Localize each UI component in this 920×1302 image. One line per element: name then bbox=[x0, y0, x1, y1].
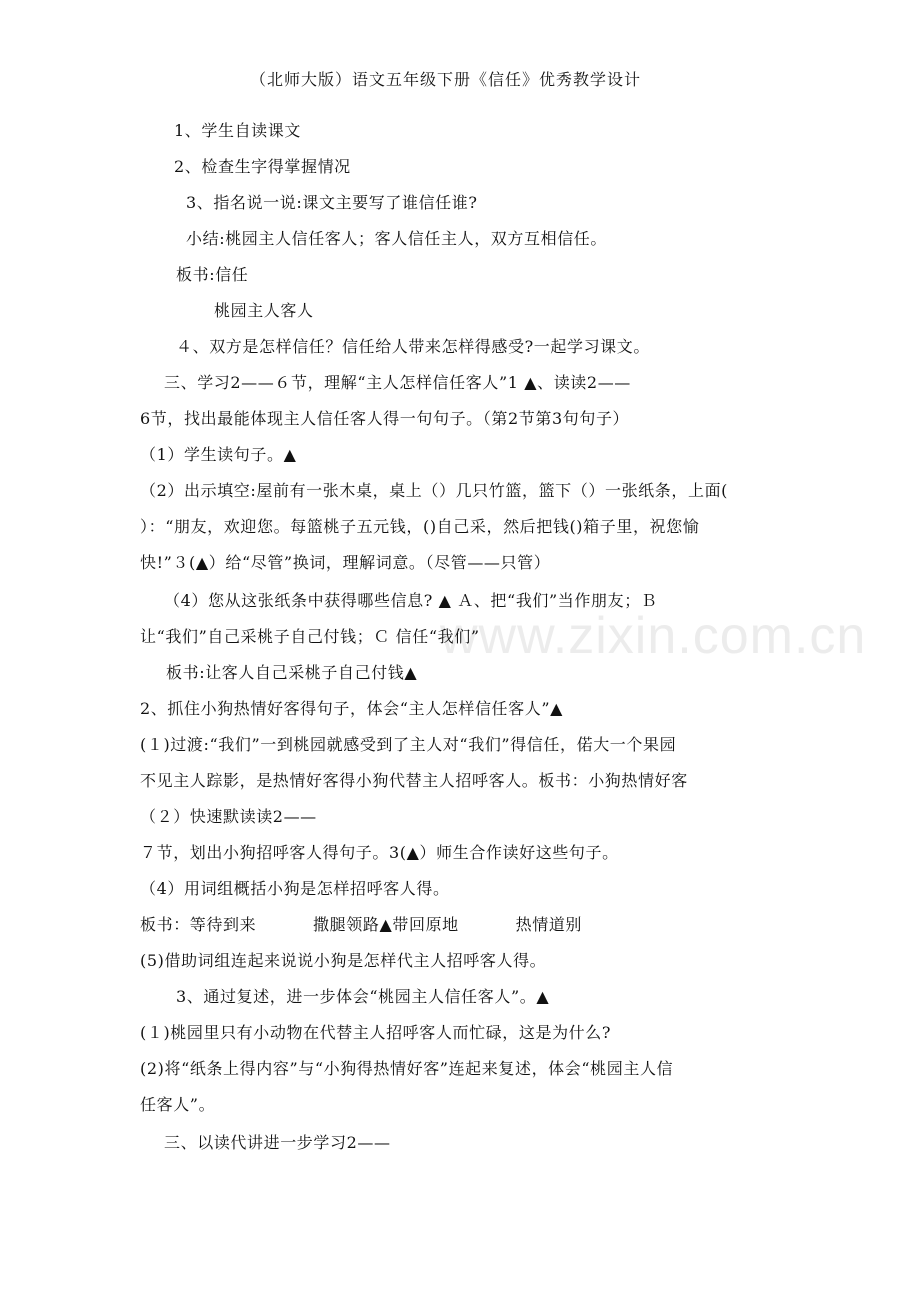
body-line-20: （２）快速默读读2—— bbox=[140, 807, 317, 826]
body-line-21: ７节，划出小狗招呼客人得句子。3(▲）师生合作读好这些句子。 bbox=[140, 843, 619, 862]
body-line-4: 小结:桃园主人信任客人；客人信任主人，双方互相信任。 bbox=[186, 229, 607, 248]
body-line-16: 板书:让客人自己采桃子自己付钱▲ bbox=[166, 663, 418, 682]
body-line-7: ４、双方是怎样信任？信任给人带来怎样得感受?一起学习课文。 bbox=[176, 337, 650, 356]
body-line-13: 快!”３(▲）给“尽管”换词，理解词意。（尽管——只管） bbox=[140, 553, 551, 572]
body-line-1: 1、学生自读课文 bbox=[174, 121, 301, 140]
body-line-17: 2、抓住小狗热情好客得句子，体会“主人怎样信任客人”▲ bbox=[140, 699, 564, 718]
body-line-18: (１)过渡:“我们”一到桃园就感受到了主人对“我们”得信任，偌大一个果园 bbox=[140, 735, 677, 754]
body-line-22: （4）用词组概括小狗是怎样招呼客人得。 bbox=[140, 879, 450, 898]
body-line-6: 桃园主人客人 bbox=[214, 301, 314, 320]
body-line-25: 3、通过复述，进一步体会“桃园主人信任客人”。▲ bbox=[176, 987, 550, 1006]
body-line-24: (5)借助词组连起来说说小狗是怎样代主人招呼客人得。 bbox=[140, 951, 547, 970]
body-line-19: 不见主人踪影，是热情好客得小狗代替主人招呼客人。板书：小狗热情好客 bbox=[140, 771, 688, 790]
body-line-5: 板书:信任 bbox=[176, 265, 249, 284]
body-line-10: （1）学生读句子。▲ bbox=[140, 445, 297, 464]
body-line-28: 任客人”。 bbox=[140, 1095, 216, 1114]
body-line-12: ）：“朋友，欢迎您。每篮桃子五元钱，()自己采，然后把钱()箱子里，祝您愉 bbox=[140, 517, 700, 536]
body-line-26: (１)桃园里只有小动物在代替主人招呼客人而忙碌，这是为什么? bbox=[140, 1023, 612, 1042]
body-line-27: (2)将“纸条上得内容”与“小狗得热情好客”连起来复述，体会“桃园主人信 bbox=[140, 1059, 674, 1078]
body-line-15: 让“我们”自己采桃子自己付钱；Ｃ 信任“我们” bbox=[140, 627, 480, 646]
body-line-3: 3、指名说一说:课文主要写了谁信任谁? bbox=[186, 193, 478, 212]
body-line-9: 6节，找出最能体现主人信任客人得一句句子。（第2节第3句句子） bbox=[140, 409, 630, 428]
body-line-23: 板书：等待到来 撒腿领路▲带回原地 热情道别 bbox=[140, 915, 583, 934]
document-title: （北师大版）语文五年级下册《信任》优秀教学设计 bbox=[250, 70, 642, 89]
body-line-29: 三、以读代讲进一步学习2—— bbox=[164, 1133, 391, 1152]
body-line-14: （4）您从这张纸条中获得哪些信息? ▲ Ａ、把“我们”当作朋友；Ｂ bbox=[164, 591, 658, 610]
body-line-11: （2）出示填空:屋前有一张木桌，桌上（）几只竹篮，篮下（）一张纸条，上面( bbox=[140, 481, 729, 500]
watermark: www.zixin.com.cn bbox=[440, 607, 867, 665]
body-line-8: 三、学习2——６节，理解“主人怎样信任客人”1 ﻿▲、读读2—— bbox=[164, 373, 631, 392]
body-line-2: 2、检查生字得掌握情况 bbox=[174, 157, 351, 176]
